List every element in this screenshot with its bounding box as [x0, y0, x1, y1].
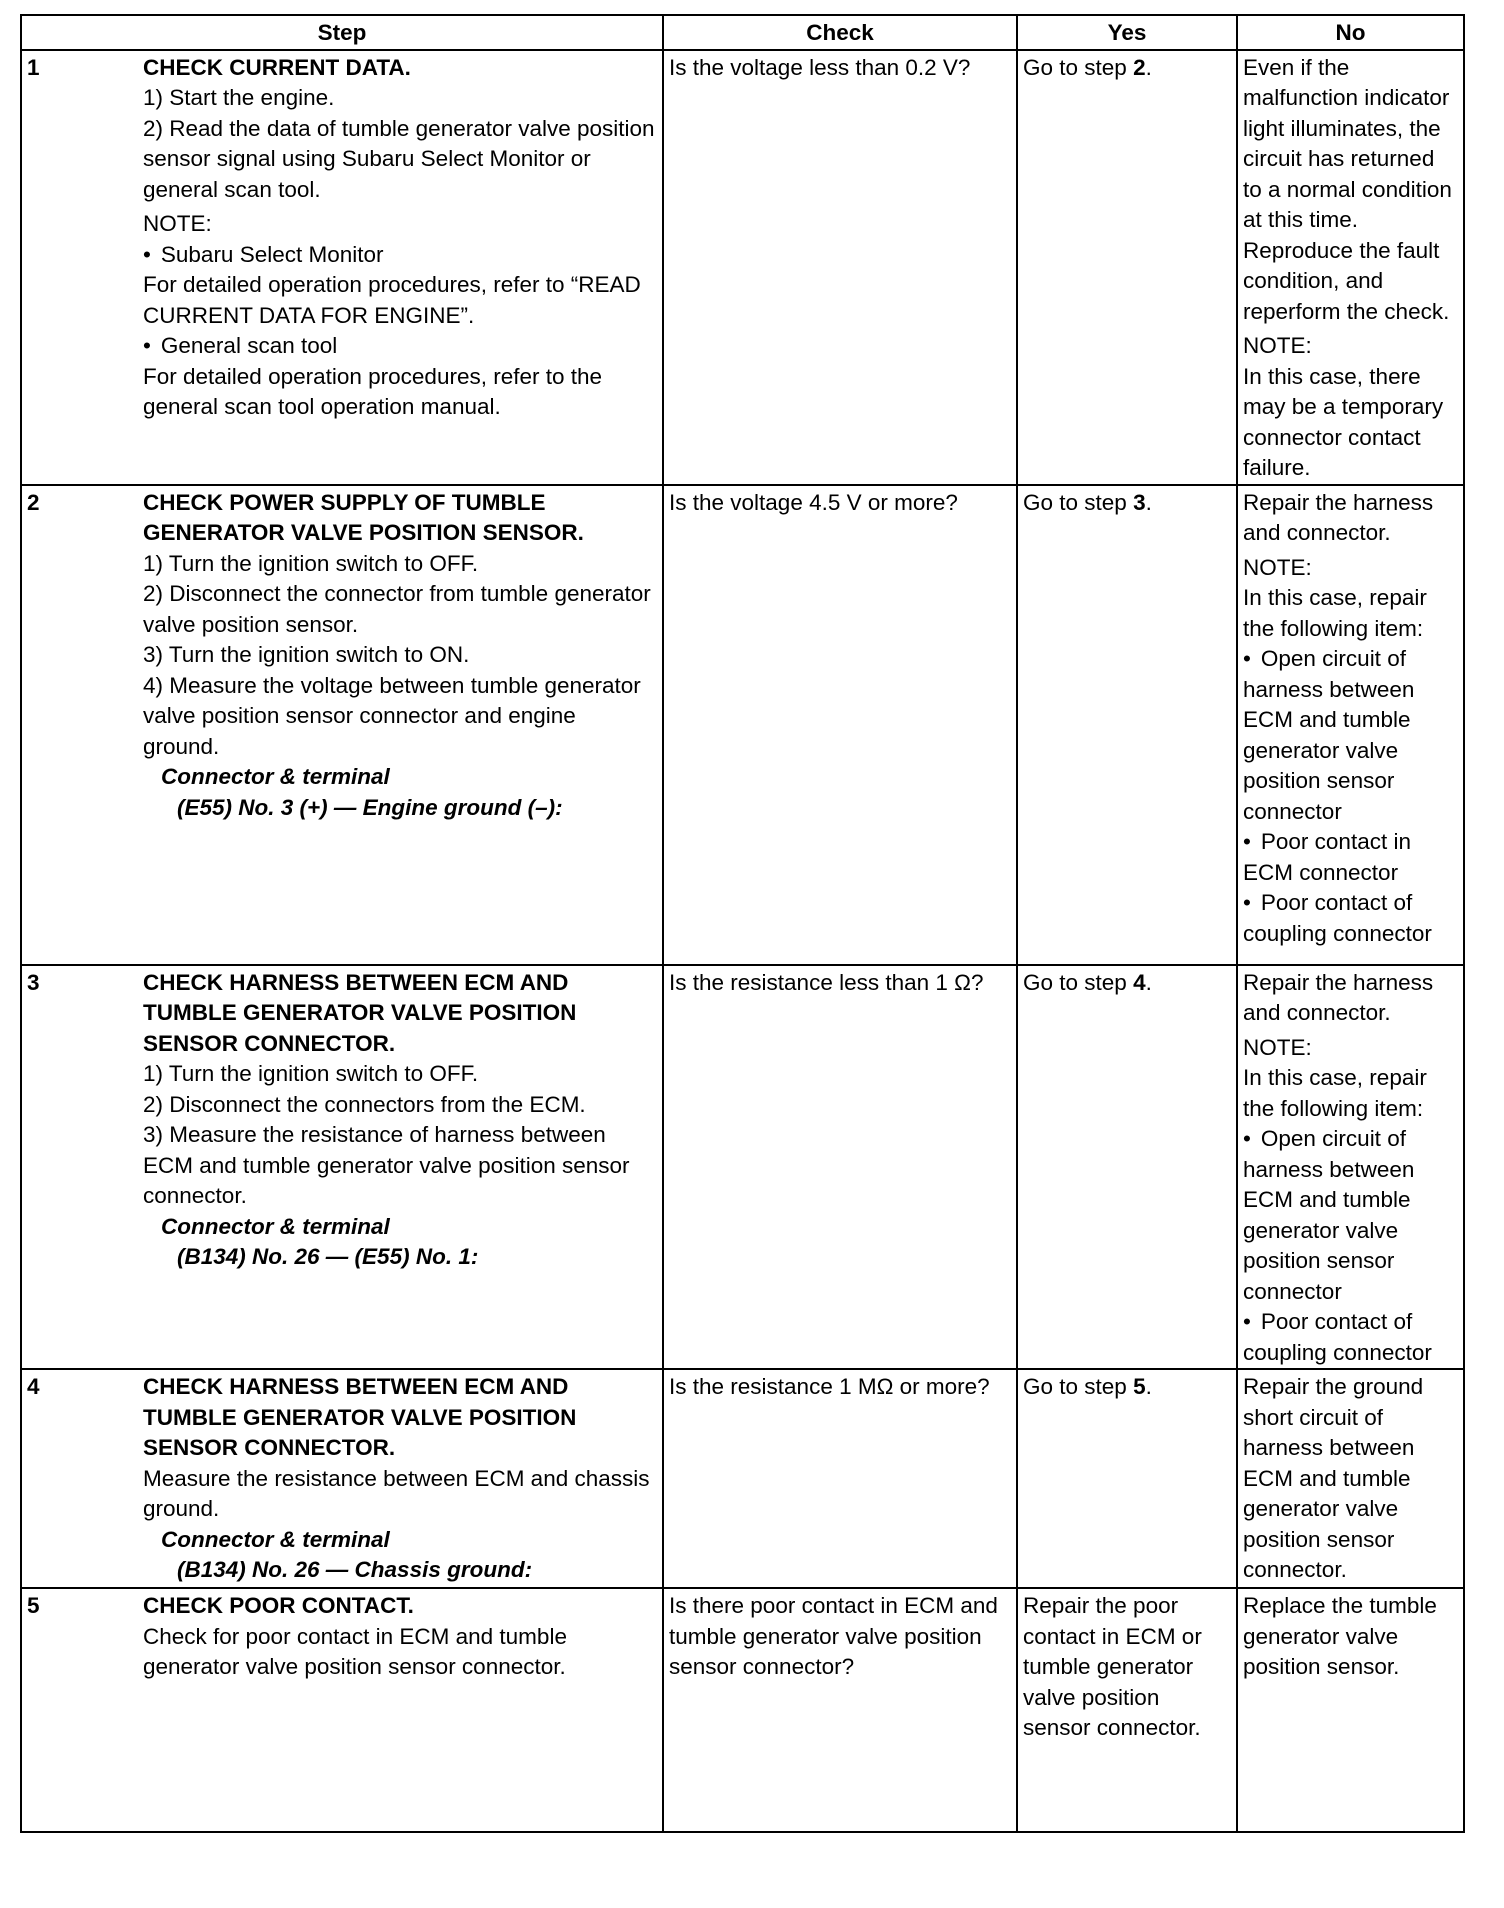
- yes-cell: [1017, 485, 1237, 965]
- yes-cell: Repair the poor contact in ECM or tumble generator valve position sensor connector.: [1017, 1588, 1237, 1832]
- note-bullet: • Subaru Select Monitor: [143, 240, 657, 271]
- yes-prefix: Go to step: [1023, 489, 1134, 515]
- no-cell: [1237, 965, 1464, 1370]
- no-cell: [1237, 1588, 1464, 1832]
- no-text: Repair the harness and connector.: [1243, 969, 1434, 1025]
- step-title: CHECK POWER SUPPLY OF TUMBLE GENERATOR VALVE POSITION SENSOR.: [143, 489, 584, 545]
- no-bullet: • Poor contact of coupling connector: [1243, 888, 1458, 949]
- connector-terminal-label: Connector & terminal: [161, 1213, 390, 1239]
- step-number: 3: [27, 969, 40, 995]
- check-cell: Is the voltage less than 0.2 V?: [663, 50, 1017, 485]
- yes-cell: [1017, 50, 1237, 485]
- diagnostic-table: [20, 14, 1465, 1833]
- table-row: [21, 1588, 1464, 1832]
- no-cell: [1237, 50, 1464, 485]
- yes-cell: [1017, 965, 1237, 1370]
- step-number: 4: [27, 1374, 40, 1399]
- no-note-text: In this case, there may be a temporary connector contact failure.: [1243, 363, 1444, 480]
- step-cell: [21, 965, 663, 1370]
- no-note-label: NOTE:: [1243, 333, 1312, 358]
- no-note-text: In this case, repair the following item:: [1243, 585, 1427, 641]
- step-instruction: 3) Measure the resistance of harness between ECM and tumble generator valve position sensor connector.: [143, 1122, 630, 1208]
- step-title: CHECK HARNESS BETWEEN ECM AND TUMBLE GENERATOR VALVE POSITION SENSOR CONNECTOR.: [143, 1374, 577, 1460]
- step-title: CHECK POOR CONTACT.: [143, 1593, 414, 1618]
- no-cell: [1237, 1369, 1464, 1588]
- connector-terminal-value: (B134) No. 26 — (E55) No. 1:: [177, 1244, 479, 1269]
- table-row: [21, 965, 1464, 1370]
- step-cell: [21, 1369, 663, 1588]
- no-bullet: • Open circuit of harness between ECM and tumble generator valve position sensor connector: [1243, 1124, 1458, 1307]
- no-note-label: NOTE:: [1243, 554, 1312, 580]
- note-text: For detailed operation procedures, refer to “READ CURRENT DATA FOR ENGINE”.: [143, 272, 641, 328]
- step-instruction: 2) Disconnect the connectors from the ECM.: [143, 1091, 586, 1117]
- check-cell: Is the voltage 4.5 V or more?: [663, 485, 1017, 965]
- header-yes: Yes: [1017, 15, 1237, 50]
- no-bullet: • Open circuit of harness between ECM and tumble generator valve position sensor connector: [1243, 644, 1458, 827]
- header-no: No: [1237, 15, 1464, 50]
- connector-terminal-label: Connector & terminal: [161, 764, 390, 789]
- yes-suffix: .: [1145, 54, 1152, 80]
- table-row: [21, 50, 1464, 485]
- step-title: CHECK HARNESS BETWEEN ECM AND TUMBLE GENERATOR VALVE POSITION SENSOR CONNECTOR.: [143, 969, 577, 1056]
- yes-prefix: Go to step: [1023, 969, 1134, 995]
- step-instruction: Measure the resistance between ECM and chassis ground.: [143, 1465, 650, 1521]
- header-check: Check: [663, 15, 1017, 50]
- step-instruction: Check for poor contact in ECM and tumble generator valve position sensor connector.: [143, 1623, 567, 1679]
- check-cell: Is the resistance less than 1 Ω?: [663, 965, 1017, 1370]
- yes-suffix: .: [1145, 1374, 1152, 1399]
- yes-suffix: .: [1145, 969, 1152, 995]
- header-step: Step: [21, 15, 663, 50]
- yes-prefix: Go to step: [1023, 1374, 1134, 1399]
- yes-prefix: Go to step: [1023, 54, 1134, 80]
- check-cell: Is there poor contact in ECM and tumble generator valve position sensor connector?: [663, 1588, 1017, 1832]
- step-instruction: 1) Turn the ignition switch to OFF.: [143, 550, 479, 576]
- check-cell: Is the resistance 1 MΩ or more?: [663, 1369, 1017, 1588]
- step-cell: [21, 485, 663, 965]
- yes-step-link[interactable]: 5: [1133, 1374, 1146, 1399]
- note-label: NOTE:: [143, 211, 212, 236]
- table-row: [21, 485, 1464, 965]
- step-title: CHECK CURRENT DATA.: [143, 54, 411, 80]
- step-instruction: 3) Turn the ignition switch to ON.: [143, 642, 470, 667]
- no-note-text: In this case, repair the following item:: [1243, 1065, 1427, 1121]
- yes-suffix: .: [1145, 489, 1152, 515]
- no-bullet: • Poor contact in ECM connector: [1243, 827, 1458, 888]
- step-number: 5: [27, 1593, 40, 1618]
- no-text: Repair the ground short circuit of harness between ECM and tumble generator valve position sensor connector.: [1243, 1374, 1424, 1582]
- header-row: [21, 15, 1464, 50]
- no-note-label: NOTE:: [1243, 1034, 1312, 1060]
- step-cell: [21, 50, 663, 485]
- connector-terminal-label: Connector & terminal: [161, 1526, 390, 1552]
- step-number: 1: [27, 54, 40, 80]
- yes-cell: [1017, 1369, 1237, 1588]
- no-text: Repair the harness and connector.: [1243, 489, 1434, 545]
- yes-step-link[interactable]: 3: [1133, 489, 1146, 515]
- step-instruction: 1) Start the engine.: [143, 85, 335, 110]
- note-text: For detailed operation procedures, refer to the general scan tool operation manual.: [143, 363, 603, 419]
- yes-step-link[interactable]: 4: [1133, 969, 1146, 995]
- step-cell: [21, 1588, 663, 1832]
- note-bullet: • General scan tool: [143, 331, 657, 362]
- step-instruction: 2) Disconnect the connector from tumble generator valve position sensor.: [143, 581, 651, 637]
- step-instruction: 2) Read the data of tumble generator valve position sensor signal using Subaru Select Monitor or general scan tool.: [143, 115, 655, 202]
- connector-terminal-value: (E55) No. 3 (+) — Engine ground (–):: [177, 794, 563, 820]
- no-cell: [1237, 485, 1464, 965]
- step-instruction: 1) Turn the ignition switch to OFF.: [143, 1061, 479, 1086]
- table-row: [21, 1369, 1464, 1588]
- no-text: Replace the tumble generator valve position sensor.: [1243, 1593, 1437, 1679]
- step-number: 2: [27, 489, 40, 515]
- connector-terminal-value: (B134) No. 26 — Chassis ground:: [177, 1557, 533, 1582]
- no-bullet: • Poor contact of coupling connector: [1243, 1307, 1458, 1368]
- step-instruction: 4) Measure the voltage between tumble generator valve position sensor connector and engine ground.: [143, 672, 641, 759]
- yes-step-link[interactable]: 2: [1133, 54, 1146, 80]
- no-text: Even if the malfunction indicator light illuminates, the circuit has returned to a normal condition at this time. Reproduce the fault condition, and reperform the check.: [1243, 54, 1452, 324]
